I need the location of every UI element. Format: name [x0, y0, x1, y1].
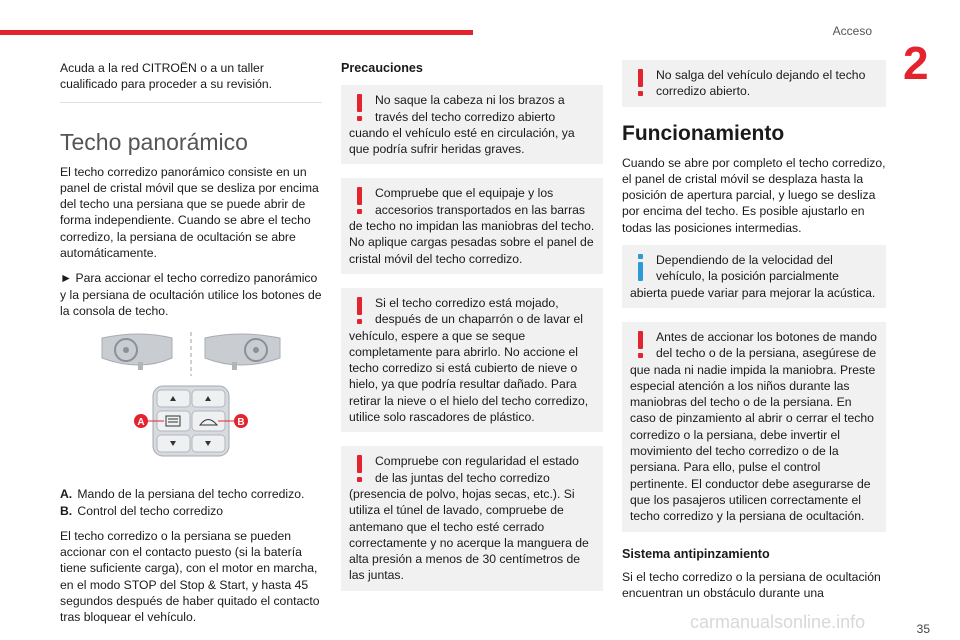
warning-icon — [349, 92, 371, 124]
paragraph: El techo corredizo panorámico consiste en un panel de cristal móvil que se desliza por encima del techo una persiana que se puede abrir de forma independiente. Cuando se abre el techo corredizo, la persiana de ocultación se abre automáticamente. — [60, 164, 319, 261]
warning-box — [622, 60, 886, 107]
paragraph: El techo corredizo o la persiana se pueden accionar con el contacto puesto (si la batería tiene suficiente carga), con el motor en marcha, en el modo STOP del Stop & Start, y hasta 45 segundos después de haber quitado el contacto tras bloquear el vehículo. — [60, 528, 320, 625]
column-left — [60, 60, 322, 635]
roof-console-buttons — [153, 386, 229, 456]
roof-console-illustration — [60, 328, 322, 478]
section-heading: Techo panorámico — [60, 128, 248, 155]
warning-icon — [630, 67, 652, 99]
warning-icon — [349, 185, 371, 217]
column-right — [622, 60, 886, 610]
roof-console-svg — [60, 328, 322, 478]
front-view-illustration — [102, 334, 172, 370]
warning-text: Compruebe con regularidad el estado de las juntas del techo corredizo (presencia de polvo, hojas secas, etc.). Si utiliza el túnel de lavado, compruebe de antemano que el techo esté cerrado correctamente y no acerque la manguera de alta presión a menos de 30 centímetros de las juntas. — [349, 454, 589, 583]
legend-item-a: A. Mando de la persiana del techo corredizo. — [60, 487, 305, 502]
precautions-heading: Precauciones — [341, 61, 423, 75]
warning-text: Compruebe que el equipaje y los accesorios transportados en las barras de techo no impidan las maniobras del techo. No aplique cargas pesadas sobre el panel de cristal móvil del techo corredizo. — [349, 186, 595, 266]
label-b: B — [237, 417, 245, 429]
warning-box — [341, 85, 603, 164]
subsection-heading: Sistema antipinzamiento — [622, 546, 770, 561]
column-middle — [341, 60, 603, 605]
paragraph: Si el techo corredizo o la persiana de ocultación encuentran un obstáculo durante una — [622, 569, 881, 601]
warning-icon — [349, 453, 371, 485]
label-a: A — [137, 417, 145, 429]
warning-box — [341, 288, 603, 432]
warning-text: No saque la cabeza ni los brazos a través del techo corredizo abierto cuando el vehículo esté en circulación, ya que podría sufrir heridas graves. — [349, 93, 575, 157]
watermark: carmanualsonline.info — [690, 612, 866, 632]
paragraph: ► Para accionar el techo corredizo panorámico y la persiana de ocultación utilice los botones de la consola de techo. — [60, 271, 322, 318]
section-heading: Funcionamiento — [622, 121, 785, 145]
info-icon — [630, 252, 652, 284]
warning-text: Si el techo corredizo está mojado, después de un chaparrón o de lavar el vehículo, espere a que se seque completamente para abrirlo. No accione el techo corredizo si está cubierto de nieve o hielo, ya que podría resultar dañado. Para retirar la nieve o el hielo del techo corredizo, utilice solo rascadores de plástico. — [349, 295, 589, 425]
intro-text: Acuda a la red CITROËN o a un taller cualificado para proceder a su revisión. — [60, 61, 273, 92]
warning-icon — [349, 295, 371, 327]
chapter-number: 2 — [903, 37, 929, 89]
section-title: Acceso — [832, 24, 872, 38]
rear-view-illustration — [205, 334, 280, 370]
info-box — [622, 245, 886, 308]
legend-item-b: B. Control del techo corredizo — [60, 503, 224, 518]
warning-text: No salga del vehículo dejando el techo corredizo abierto. — [656, 68, 866, 99]
paragraph: Cuando se abre por completo el techo corredizo, el panel de cristal móvil se desplaza hasta la posición de apertura parcial, y luego se desliza por encima del techo. Es posible ajustarlo en todas las posiciones intermedias. — [622, 155, 886, 235]
warning-text: Antes de accionar los botones de mando del techo o de la persiana, asegúrese de que nada ni nadie impida la maniobra. Preste especial atención a los niños durante las maniobras del techo o de la persiana. En caso de pinzamiento al abrir o cerrar el techo corredizo o la persiana, debe invertir el movimiento del techo corredizo o de la persiana. Para ello, pulse el control pertinente. El conductor debe asegurarse de que los pasajeros utilicen correctamente el techo corredizo y la persiana de ocultación. — [630, 329, 877, 524]
info-text: Dependiendo de la velocidad del vehículo, la posición parcialmente abierta puede variar para mejorar la acústica. — [630, 253, 876, 300]
warning-box — [341, 178, 603, 273]
section-divider — [60, 102, 322, 156]
page-number: 35 — [916, 622, 930, 636]
chapter-accent-bar — [0, 30, 473, 35]
warning-box — [622, 322, 886, 532]
warning-box — [341, 446, 603, 590]
warning-icon — [630, 329, 652, 361]
